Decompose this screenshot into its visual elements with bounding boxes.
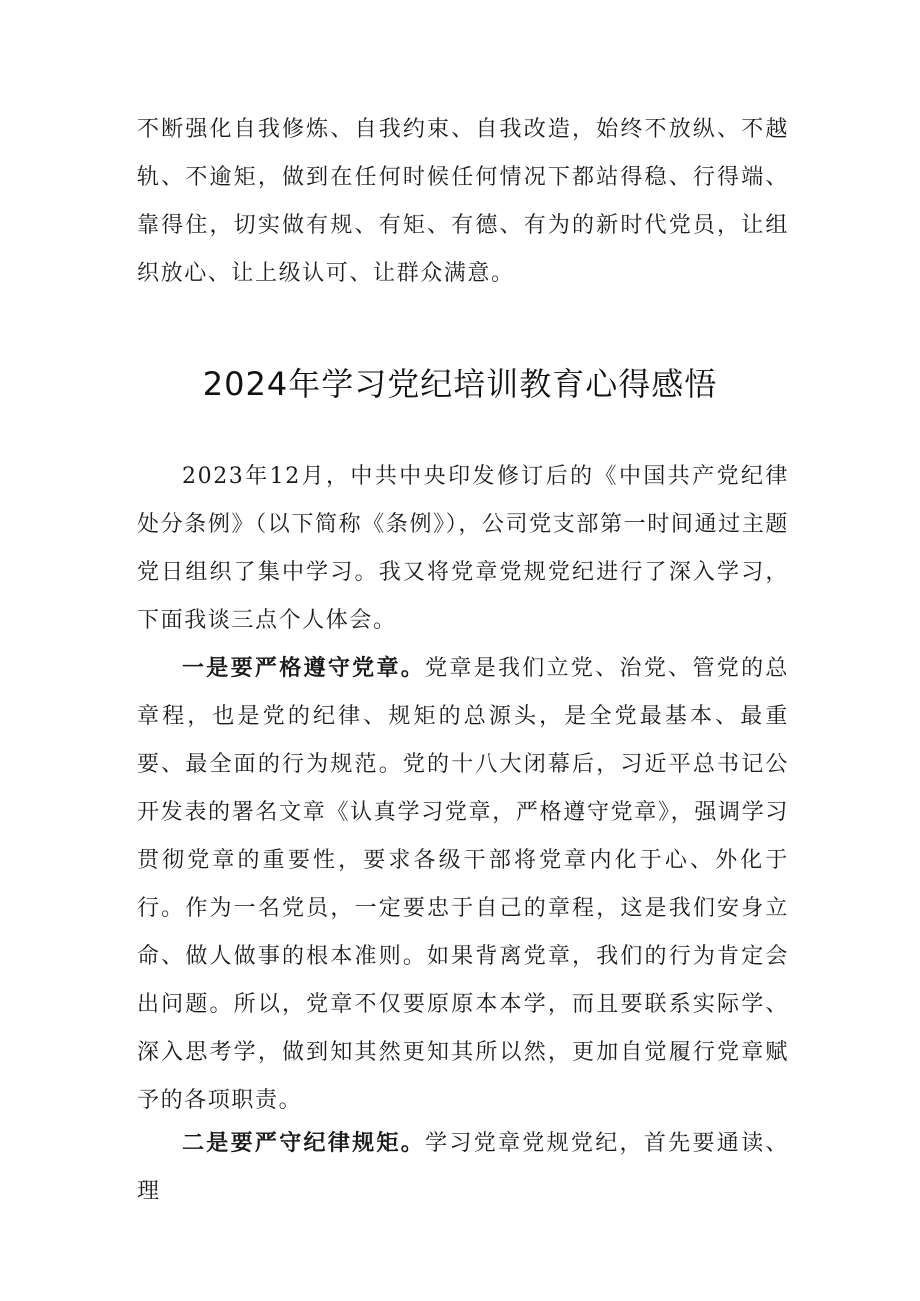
intro-paragraph: 2023年12月，中共中央印发修订后的《中国共产党纪律处分条例》（以下简称《条例》），公司党支部第一时间通过主题党日组织了集中学习。我又将党章党规党纪进行了深入学习，下面我谈三点个人体会。 [137,464,789,633]
document-title: 2024年学习党纪培训教育心得感悟 [202,365,718,403]
point-two-lead: 二是要严守纪律规矩。 [182,1130,426,1156]
continued-paragraph: 不断强化自我修炼、自我约束、自我改造，始终不放纵、不越轨、不逾矩，做到在任何时候任何情况下都站得稳、行得端、靠得住，切实做有规、有矩、有德、有为的新时代党员，让组织放心、让上级认可、让群众满意。 [137,117,789,286]
point-one-body: 党章是我们立党、治党、管党的总章程，也是党的纪律、规矩的总源头，是全党最基本、最重要、最全面的行为规范。党的十八大闭幕后，习近平总书记公开发表的署名文章《认真学习党章，严格遵守党章》，强调学习贯彻党章的重要性，要求各级干部将党章内化于心、外化于行。作为一名党员，一定要忠于自己的章程，这是我们安身立命、做人做事的根本准则。如果背离党章，我们的行为肯定会出问题。所以，党章不仅要原原本本学，而且要联系实际学、深入思考学，做到知其然更知其所以然，更加自觉履行党章赋予的各项职责。 [137,656,789,1113]
point-one-lead: 一是要严格遵守党章。 [182,655,426,681]
point-two-body: 学习党章党规党纪，首先要通读、理 [137,1131,789,1204]
point-one-paragraph [137,644,789,1125]
point-two-paragraph [137,1119,789,1216]
